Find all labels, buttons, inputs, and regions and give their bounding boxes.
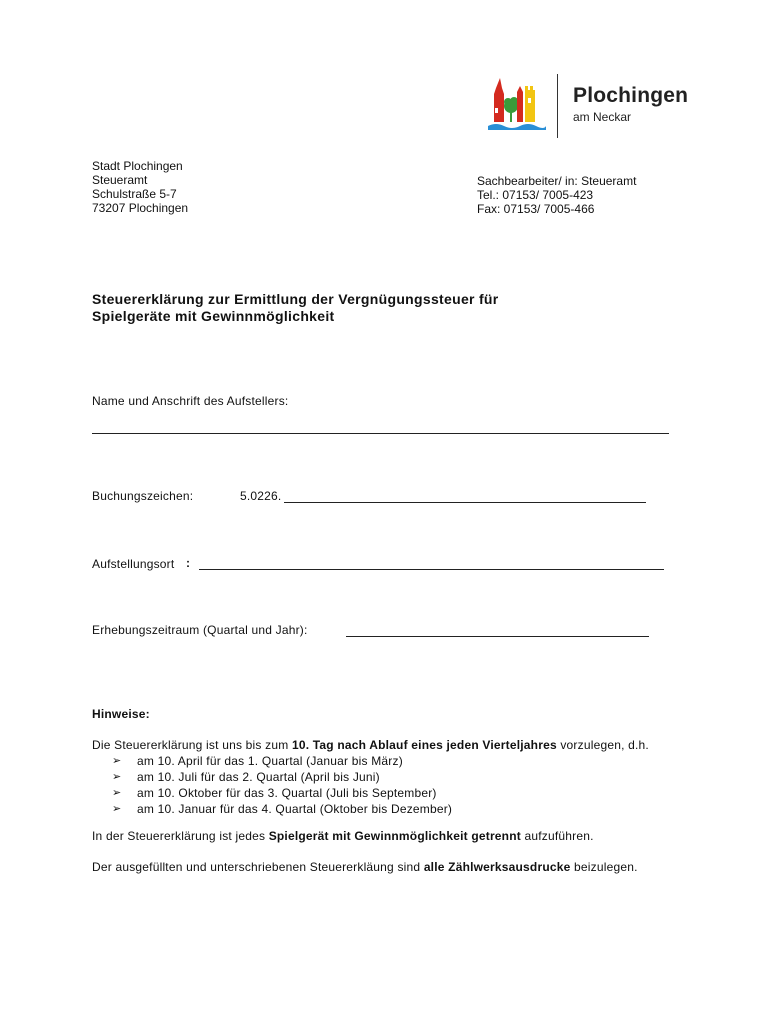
- sender-line: Steueramt: [92, 173, 148, 187]
- city-logo: [484, 72, 689, 142]
- list-item-text: am 10. Januar für das 4. Quartal (Oktober bis Dezember): [137, 802, 453, 816]
- period-label: Erhebungszeitraum (Quartal und Jahr):: [92, 623, 308, 637]
- sender-line: 73207 Plochingen: [92, 201, 189, 215]
- arrow-bullet-icon: ➢: [112, 755, 122, 767]
- logo-divider: [557, 74, 558, 138]
- location-field[interactable]: [199, 569, 664, 570]
- notes-intro-pre: Die Steuererklärung ist uns bis zum: [92, 738, 292, 752]
- arrow-bullet-icon: ➢: [112, 771, 122, 783]
- list-item: [112, 769, 452, 785]
- list-item: [112, 753, 452, 769]
- notes-intro-bold: 10. Tag nach Ablauf eines jeden Vierteljahres: [291, 738, 557, 752]
- deadline-list: [112, 753, 452, 817]
- notes-intro: [92, 738, 649, 752]
- booking-prefix: 5.0226.: [240, 489, 282, 503]
- p3-post: beizulegen.: [570, 860, 638, 874]
- list-item: [112, 785, 452, 801]
- p3-bold: alle Zählwerksausdrucke: [423, 860, 571, 874]
- p2-pre: In der Steuererklärung ist jedes: [92, 829, 269, 843]
- coat-of-arms-icon: [484, 72, 550, 138]
- list-item-text: am 10. Juli für das 2. Quartal (April bis Juni): [137, 770, 380, 784]
- arrow-bullet-icon: ➢: [112, 803, 122, 815]
- p2-post: aufzuführen.: [520, 829, 594, 843]
- notes-intro-post: vorzulegen, d.h.: [556, 738, 649, 752]
- document-title: [92, 291, 499, 325]
- sender-address: [92, 159, 188, 215]
- location-colon: :: [186, 556, 191, 570]
- notes-paragraph-3: [92, 860, 638, 874]
- contact-block: [477, 174, 636, 216]
- contact-line: Fax: 07153/ 7005-466: [477, 202, 595, 216]
- title-line-2: Spielgeräte mit Gewinnmöglichkeit: [92, 308, 335, 324]
- p3-pre: Der ausgefüllten und unterschriebenen Steuererkläung sind: [92, 860, 424, 874]
- logo-subtitle: am Neckar: [573, 110, 632, 124]
- list-item: [112, 801, 452, 817]
- contact-line: Tel.: 07153/ 7005-423: [477, 188, 594, 202]
- notes-heading: Hinweise:: [92, 707, 150, 721]
- contact-line: Sachbearbeiter/ in: Steueramt: [477, 174, 637, 188]
- booking-label: Buchungszeichen:: [92, 489, 194, 503]
- p2-bold: Spielgerät mit Gewinnmöglichkeit getrennt: [268, 829, 521, 843]
- list-item-text: am 10. April für das 1. Quartal (Januar bis März): [137, 754, 403, 768]
- sender-line: Stadt Plochingen: [92, 159, 183, 173]
- title-line-1: Steuererklärung zur Ermittlung der Vergnügungssteuer für: [92, 291, 499, 307]
- notes-paragraph-2: [92, 829, 594, 843]
- name-address-field[interactable]: [92, 433, 669, 434]
- location-label: Aufstellungsort: [92, 557, 175, 571]
- logo-city-name: Plochingen: [573, 84, 689, 107]
- booking-number-field[interactable]: [284, 502, 646, 503]
- sender-line: Schulstraße 5-7: [92, 187, 177, 201]
- arrow-bullet-icon: ➢: [112, 787, 122, 799]
- name-label: Name und Anschrift des Aufstellers:: [92, 394, 289, 408]
- period-field[interactable]: [346, 636, 649, 637]
- list-item-text: am 10. Oktober für das 3. Quartal (Juli bis September): [137, 786, 437, 800]
